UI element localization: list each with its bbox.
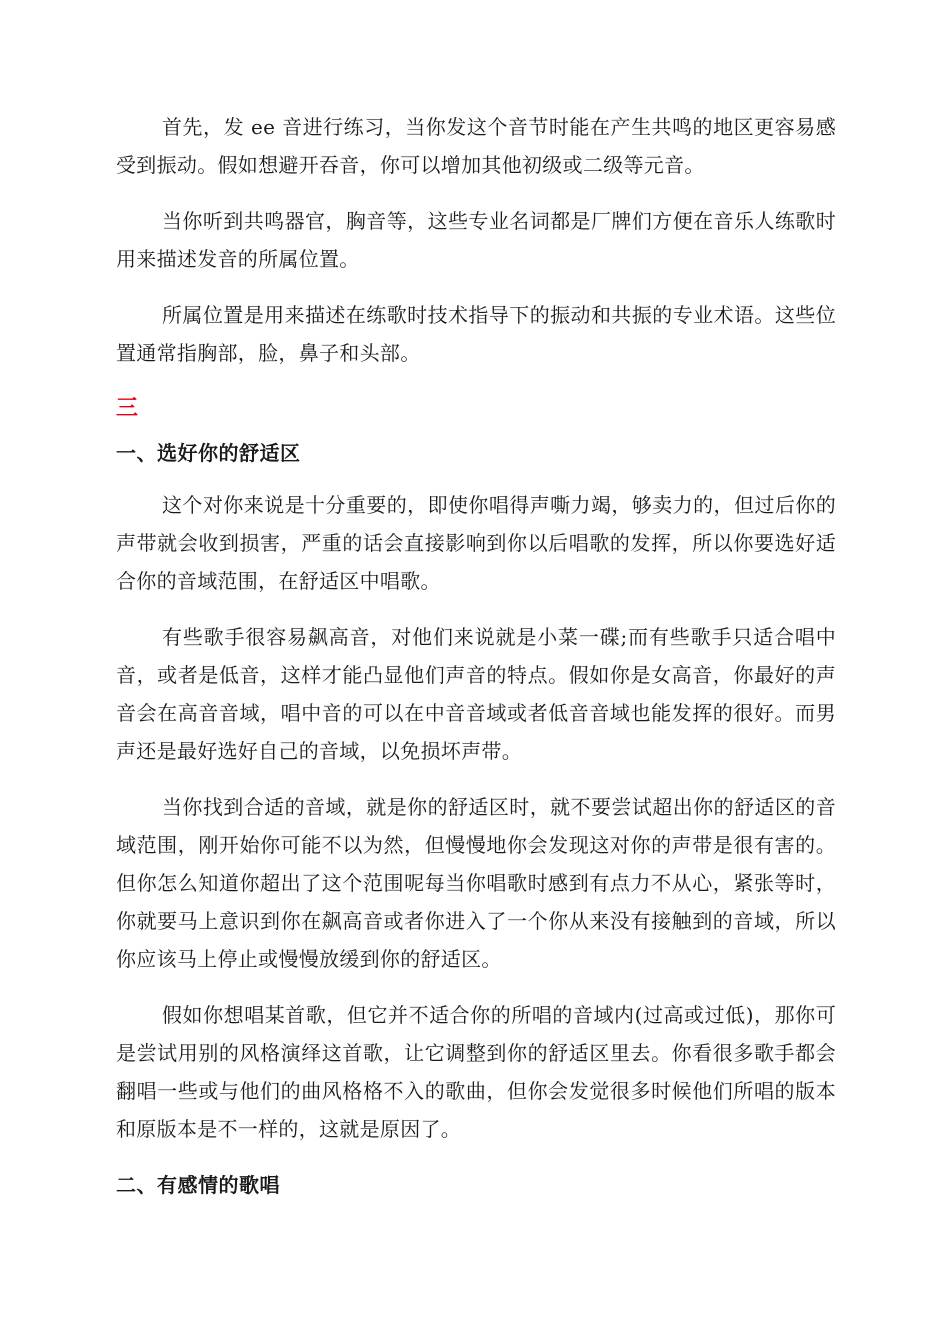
section-1-paragraph-3: 当你找到合适的音域，就是你的舒适区时，就不要尝试超出你的舒适区的音域范围，刚开始你可能不以为然，但慢慢地你会发现这对你的声带是很有害的。但你怎么知道你超出了这个范围呢每当你唱歌时感到有点力不从心，紧张等时，你就要马上意识到你在飙高音或者你进入了一个你从来没有接触到的音域，所以你应该马上停止或慢慢放缓到你的舒适区。 xyxy=(116,795,836,971)
section-1-heading: 一、选好你的舒适区 xyxy=(116,441,301,465)
intro-paragraph-1: 首先，发 ee 音进行练习，当你发这个音节时能在产生共鸣的地区更容易感受到振动。假如想避开吞音，你可以增加其他初级或二级等元音。 xyxy=(116,115,836,177)
intro-paragraph-3: 所属位置是用来描述在练歌时技术指导下的振动和共振的专业术语。这些位置通常指胸部，脸，鼻子和头部。 xyxy=(116,303,836,365)
section-number-mark: 三 xyxy=(116,395,139,421)
section-1-paragraph-1: 这个对你来说是十分重要的，即使你唱得声嘶力竭，够卖力的，但过后你的声带就会收到损害，严重的话会直接影响到你以后唱歌的发挥，所以你要选好适合你的音域范围，在舒适区中唱歌。 xyxy=(116,493,836,593)
section-1-paragraph-2: 有些歌手很容易飙高音，对他们来说就是小菜一碟;而有些歌手只适合唱中音，或者是低音，这样才能凸显他们声音的特点。假如你是女高音，你最好的声音会在高音音域，唱中音的可以在中音音域或者低音音域也能发挥的很好。而男声还是最好选好自己的音域，以免损坏声带。 xyxy=(116,625,836,763)
section-1-paragraph-4: 假如你想唱某首歌，但它并不适合你的所唱的音域内(过高或过低)，那你可是尝试用别的风格演绎这首歌，让它调整到你的舒适区里去。你看很多歌手都会翻唱一些或与他们的曲风格格不入的歌曲，但你会发觉很多时候他们所唱的版本和原版本是不一样的，这就是原因了。 xyxy=(116,1003,836,1141)
intro-paragraph-2: 当你听到共鸣器官，胸音等，这些专业名词都是厂牌们方便在音乐人练歌时用来描述发音的所属位置。 xyxy=(116,209,836,271)
section-2-heading: 二、有感情的歌唱 xyxy=(116,1173,280,1197)
document-page xyxy=(116,108,836,1218)
